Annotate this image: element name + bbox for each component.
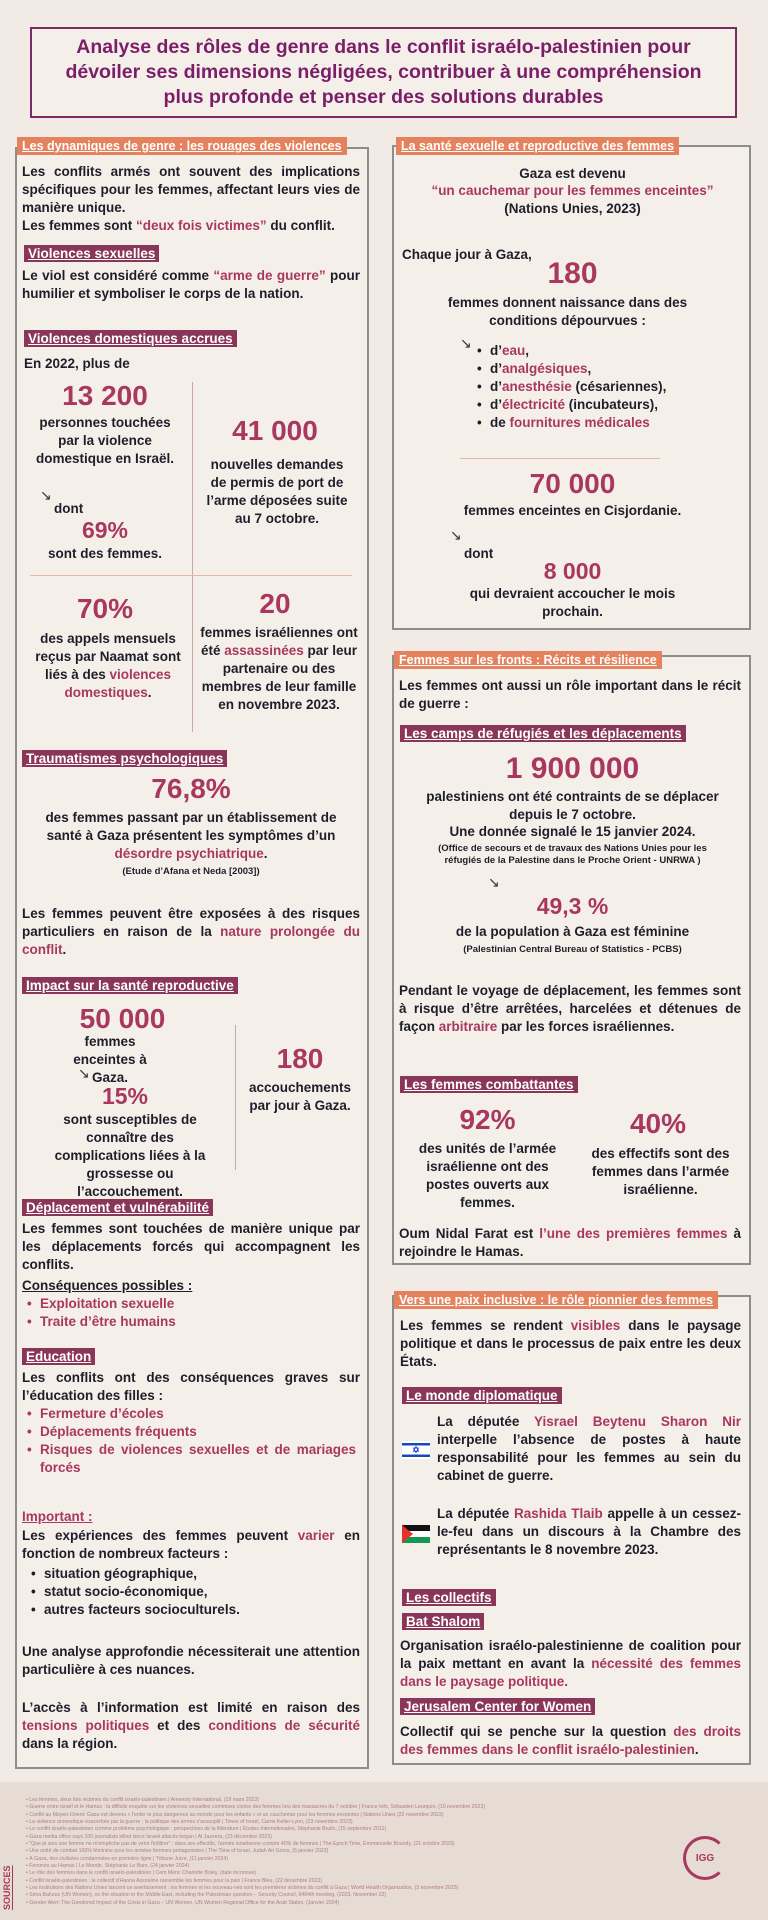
- stat4-text: [198, 624, 360, 714]
- isr-value: 50 000: [79, 1003, 166, 1034]
- source-item: • À Gaza, des civilsées condamnées en première ligne | Tribune Juive, (11 janvier 2024): [26, 1855, 229, 1862]
- dep1-pre: La députée: [437, 1414, 535, 1429]
- vd-divider-h: [30, 575, 352, 576]
- vd-divider-v: [192, 382, 193, 732]
- oum-post: à rejoindre le Hamas.: [399, 1226, 741, 1259]
- peace-pre: Les femmes se rendent: [400, 1318, 571, 1333]
- stat1-text: personnes touchées par la violence domestique en Israël.: [35, 415, 175, 466]
- fronts-intro: Les femmes ont aussi un rôle important dans le récit de guerre :: [399, 678, 741, 711]
- value-70k: 70 000: [529, 468, 616, 499]
- pcbs-source: (Palestinian Central Bureau of Statistics - PCBS): [463, 944, 682, 955]
- left-header: Les dynamiques de genre : les rouages des violences: [17, 137, 347, 155]
- value-92: 92%: [459, 1104, 516, 1135]
- isr2-value: 15%: [101, 1083, 149, 1109]
- peace-hl: visibles: [570, 1318, 621, 1333]
- right2-header: Femmes sur les fronts : Récits et résilience: [394, 651, 662, 669]
- right3-header: Vers une paix inclusive : le rôle pionnier des femmes: [394, 1291, 718, 1309]
- health-divider: [460, 458, 660, 459]
- arrow-icon-2: ↘: [78, 1065, 90, 1081]
- list-item: [474, 396, 744, 414]
- isr2-text: sont susceptibles de connaître des complications liées à la grossesse ou l’accouchement.: [54, 1112, 206, 1199]
- value-1-9m: 1 900 000: [505, 752, 640, 785]
- item-post: (césariennes),: [571, 379, 667, 394]
- list-item: [474, 360, 744, 378]
- tp-risk: [22, 905, 360, 959]
- arrow-icon: ↘: [40, 487, 52, 503]
- title-box: [30, 27, 737, 118]
- item-pre: d’: [490, 397, 502, 412]
- igg-logo: [683, 1836, 727, 1880]
- value-180: 180: [547, 257, 598, 290]
- acc-mid: et des: [149, 1718, 209, 1733]
- intro-text: Les conflits armés ont souvent des implications spécifiques pour les femmes, affectant leurs vies de manière unique.: [22, 164, 360, 215]
- jcw-title: Jerusalem Center for Women: [400, 1698, 595, 1715]
- source-item: • Gaza media office says 100 journalists killed since Israeli attacks began | Al Jazeera, (23 décembre 2023): [26, 1833, 272, 1840]
- camps-title: Les camps de réfugiés et les déplacements: [400, 725, 686, 742]
- source-item: • Conflit au Moyen-Orient: Gaza est devenu « l'enfer le plus dangereux au monde pour les enfants » et un cauchemar pour les femmes enceintes | Nations Unies (22 novembre 2023): [26, 1811, 444, 1818]
- item-pre: de: [490, 415, 510, 430]
- vd-lead: En 2022, plus de: [24, 356, 130, 371]
- oum-text: [399, 1225, 741, 1261]
- stat1-dont: dont: [54, 501, 84, 516]
- dv-text: Les femmes sont touchées de manière unique par les déplacements forcés qui accompagnent les conflits.: [22, 1221, 360, 1272]
- intro-victims-post: du conflit.: [266, 218, 335, 233]
- list-item: • autres facteurs socioculturels.: [28, 1601, 348, 1619]
- stat2-value: 41 000: [232, 415, 318, 446]
- tp-text-main: des femmes passant par un établissement de santé à Gaza présentent les symptômes d’un: [45, 810, 337, 843]
- displaced-text: palestiniens ont été contraints de se déplacer depuis le 7 octobre.: [426, 789, 719, 822]
- date-note: Une donnée signalé le 15 janvier 2024.: [449, 824, 696, 839]
- arrow-icon-4: ↘: [450, 527, 462, 543]
- sources-list: [26, 1797, 676, 1907]
- source-item: • Une unité de combat 100% féminine pour les armées femmes protagonistes | The Time of Israel, Judah Ari Gross, (5 janvier 2022): [26, 1848, 329, 1855]
- bat-pre: Organisation israélo-palestinienne de coalition pour la paix mettant en avant la: [400, 1638, 741, 1671]
- vd-title: Violences domestiques accrues: [24, 330, 237, 347]
- list-item: • Risques de violences sexuelles et de mariages forcés: [24, 1441, 356, 1477]
- acc-pre: L’accès à l’information est limité en raison des: [22, 1700, 360, 1715]
- tp-risk-post: .: [62, 942, 67, 957]
- text-8k: qui devraient accoucher le mois prochain.: [469, 586, 676, 619]
- tp-risk-hl: nature prolongée du conflit: [22, 924, 360, 957]
- tp-value: 76,8%: [151, 773, 231, 804]
- dip-title: Le monde diplomatique: [402, 1387, 562, 1404]
- intro-victims-pre: Les femmes sont: [22, 218, 137, 233]
- list-item: • situation géographique,: [28, 1565, 348, 1583]
- israel-flag-icon: [402, 1441, 430, 1459]
- dv-title: Déplacement et vulnérabilité: [22, 1199, 213, 1216]
- source-item: • Les institutions des Nations Unies lancent un avertissement : les femmes et les nouveau-nés sont les premières victimes du conflit à Gaza | World Health Organization, (3 novembre 2023): [26, 1885, 459, 1892]
- right1-header: La santé sexuelle et reproductive des femmes: [396, 137, 679, 155]
- tp-title: Traumatismes psychologiques: [22, 750, 227, 767]
- voyage-hl: arbitraire: [438, 1019, 498, 1034]
- imp-hl: varier: [297, 1528, 335, 1543]
- jcw-hl: des droits des femmes dans le conflit israélo-palestinien: [400, 1724, 741, 1757]
- edu-title: Education: [22, 1348, 95, 1365]
- list-item: [474, 414, 744, 432]
- item-post: ,: [525, 343, 530, 358]
- acc-hl1: tensions politiques: [22, 1718, 150, 1733]
- oum-pre: Oum Nidal Farat est: [399, 1226, 540, 1241]
- dep2-post: appelle à un cessez-le-feu dans un discours à la Chambre des représentants le 8 novembre 2023.: [437, 1506, 741, 1557]
- tp-dot: .: [263, 846, 268, 861]
- bat-hl: nécessité des femmes dans le paysage politique.: [400, 1656, 741, 1689]
- sv-text: [22, 267, 360, 303]
- dep1-post: interpelle l’absence de postes à haute responsabilité pour les femmes au sein du cabinet de guerre.: [437, 1432, 741, 1483]
- imp-analysis: Une analyse approfondie nécessiterait une attention particulière à ces nuances.: [22, 1644, 360, 1677]
- source-item: • Guerre entre Israël et le Hamas : la difficile enquête sur les violences sexuelles commises contre des femmes lors des massacres du 7 octobre | France Info, Sébastien Leurquin, (19 novembre 2023): [26, 1804, 485, 1811]
- text-92: des unités de l’armée israélienne ont des postes ouverts aux femmes.: [418, 1141, 557, 1210]
- list-item: • Traite d’être humains: [24, 1313, 354, 1331]
- oum-hl: l’une des premières femmes: [539, 1226, 728, 1241]
- item-pre: d’: [490, 379, 502, 394]
- comb-title: Les femmes combattantes: [400, 1076, 578, 1093]
- deprived-list: [474, 342, 744, 432]
- source-item: • Le rôle des femmes dans le conflit israélo-palestinien | Cem Meric Charlotte Boley, (date inconnue): [26, 1870, 256, 1877]
- dep2-pre: La députée: [437, 1506, 514, 1521]
- imp-text: [22, 1527, 360, 1563]
- isr-title: Impact sur la santé reproductive: [22, 977, 238, 994]
- isr3-value: 180: [276, 1043, 324, 1074]
- text-40: des effectifs sont des femmes dans l’armée israélienne.: [591, 1146, 730, 1197]
- value-8k: 8 000: [543, 558, 602, 584]
- voyage-pre: Pendant le voyage de déplacement, les femmes sont à risque d’être arrêtées, harcelées et détenues de façon: [399, 983, 741, 1034]
- edu-text: Les conflits ont des conséquences graves sur l’éducation des filles :: [22, 1370, 360, 1403]
- arrow-icon-3: ↘: [460, 335, 472, 351]
- list-item: • statut socio-économique,: [28, 1583, 348, 1601]
- unrwa-source: (Office de secours et de travaux des Nations Unies pour les réfugiés de la Palestine dans le Proche Orient - UNRWA ): [438, 843, 707, 866]
- coll-title: Les collectifs: [402, 1589, 496, 1606]
- intro-victims: [22, 217, 360, 235]
- stat1b-value: 69%: [81, 517, 129, 543]
- imp-pre: Les expériences des femmes peuvent: [22, 1528, 298, 1543]
- stat3-pre: des appels mensuels reçus par Naamat sont liés à des: [35, 631, 181, 682]
- voyage-text: [399, 982, 741, 1036]
- imp-title: Important :: [22, 1509, 93, 1524]
- dep1-hl: Yisrael Beytenu Sharon Nir: [534, 1414, 741, 1429]
- dv-cons: Conséquences possibles :: [22, 1278, 193, 1293]
- tp-text: [30, 809, 352, 863]
- stat3-text: [28, 630, 188, 702]
- isr3-text: accouchements par jour à Gaza.: [248, 1080, 352, 1113]
- daily-text: Chaque jour à Gaza,: [402, 247, 532, 262]
- quote-b: “un cauchemar pour les femmes enceintes”: [431, 183, 714, 198]
- item-hl: électricité: [502, 397, 566, 412]
- page-title: Analyse des rôles de genre dans le conflit israélo-palestinien pour dévoiler ses dimensions négligées, contribuer à une compréhension plus profonde et penser des solutions durables: [65, 36, 702, 108]
- text-180: femmes donnent naissance dans des conditions dépourvues :: [447, 295, 688, 328]
- left-intro: [22, 163, 360, 235]
- source-item: • Gender Alert: The Gendered Impact of the Crisis in Gaza – UN Women, UN Women Regional Office for the Arab States, (Janvier 2024): [26, 1899, 340, 1906]
- dv-list: [24, 1295, 354, 1331]
- list-item: • Fermeture d’écoles: [24, 1405, 356, 1423]
- source-item: • Femmes au Hamas | Le Monde, Stéphanie Le Bars, (24 janvier 2024): [26, 1863, 190, 1870]
- arrow-icon-5: ↘: [488, 874, 500, 890]
- sv-post: pour humilier et symboliser le corps de la nation.: [22, 268, 360, 301]
- stat4-post: par leur partenaire ou des membres de leur famille en novembre 2023.: [201, 643, 358, 712]
- bat-text: [400, 1637, 741, 1691]
- sources-label: SOURCES: [2, 1865, 12, 1910]
- source-item: • Sima Bahous (UN Women), on the situation in the Middle East, including the Palestinian question – Security Council, 9484th meeting, (2023, November 22): [26, 1892, 387, 1899]
- access-text: [22, 1699, 360, 1753]
- item-post: ,: [587, 361, 592, 376]
- stat4-pre: femmes israéliennes ont été: [200, 625, 358, 658]
- jcw-post: .: [694, 1742, 699, 1757]
- tp-hl: désordre psychiatrique: [114, 846, 264, 861]
- stat1b-text: sont des femmes.: [47, 546, 163, 561]
- peace-post: dans le paysage politique et dans le processus de paix entre les deux États.: [400, 1318, 741, 1369]
- item-hl: anesthésie: [502, 379, 572, 394]
- text-70k: femmes enceintes en Cisjordanie.: [463, 503, 682, 518]
- isr-divider: [235, 1025, 236, 1170]
- acc-hl2: conditions de sécurité: [208, 1718, 360, 1733]
- value-49: 49,3 %: [536, 893, 609, 919]
- item-hl: eau: [502, 343, 526, 358]
- item-pre: d’: [490, 361, 502, 376]
- list-item: • Déplacements fréquents: [24, 1423, 356, 1441]
- logo-text: IGG: [695, 1852, 715, 1864]
- list-item: • Exploitation sexuelle: [24, 1295, 354, 1313]
- voyage-post: par les forces israéliennes.: [497, 1019, 675, 1034]
- stat4-hl: assassinées: [224, 643, 304, 658]
- stat3-post: .: [147, 685, 152, 700]
- imp-list: [28, 1565, 348, 1619]
- source-item: • Les femmes, deux fois victimes du conflit israélo-palestinien | Amnesty International, (19 mars 2023): [26, 1797, 259, 1803]
- source-item: • Le conflit israélo-palestinien comme problème psychologique : perspectives de la littérature | Etudes Internationales, Stéphanie Brulin, (15 septembre 2011): [26, 1826, 387, 1833]
- sv-pre: Le viol est considéré comme: [22, 268, 214, 283]
- source-item: • Conflit israélo-palestinien : le collectif d'Hanna Assouline rassemble les femmes pour la paix | France Bleu, (22 décembre 2023): [26, 1877, 322, 1884]
- quote-source: (Nations Unies, 2023): [504, 201, 641, 216]
- edu-list: [24, 1405, 356, 1477]
- sv-title: Violences sexuelles: [24, 245, 159, 262]
- female-pop: de la population à Gaza est féminine: [455, 924, 690, 939]
- dont-text: dont: [464, 546, 494, 561]
- source-item: • "Que je sois une femme ne m'empêche pas de venir l'infiltrer" : dans ses effectifs, l'armée israélienne compte 40% de femmes | The Epoch Time, Emmanuelle Boundy, (21 octobre 2023): [26, 1841, 455, 1848]
- acc-post: dans la région.: [22, 1736, 118, 1751]
- stat3-hl: violences domestiques: [64, 667, 172, 700]
- item-hl: fournitures médicales: [509, 415, 650, 430]
- tp-source: (Etude d’Afana et Neda [2003]): [122, 866, 260, 877]
- stat3-value: 70%: [76, 593, 134, 624]
- list-item: [474, 378, 744, 396]
- dep2-text: [437, 1505, 741, 1559]
- list-item: [474, 342, 744, 360]
- isr-text: femmes enceintes à Gaza.: [73, 1034, 147, 1085]
- jcw-pre: Collectif qui se penche sur la question: [400, 1724, 674, 1739]
- tp-risk-pre: Les femmes peuvent être exposées à des risques particuliers en raison de la: [22, 906, 360, 939]
- palestine-flag-icon: [402, 1525, 430, 1543]
- quote-a: Gaza est devenu: [519, 166, 626, 181]
- jcw-text: [400, 1723, 741, 1759]
- item-pre: d’: [490, 343, 502, 358]
- dep1-text: [437, 1413, 741, 1485]
- stat2-text: nouvelles demandes de permis de port de l’arme déposées suite au 7 octobre.: [206, 457, 348, 526]
- dep2-hl: Rashida Tlaib: [513, 1506, 603, 1521]
- imp-post: en fonction de nombreux facteurs :: [22, 1528, 360, 1561]
- intro-victims-hl: “deux fois victimes”: [136, 218, 267, 233]
- item-hl: analgésiques: [502, 361, 588, 376]
- stat1-value: 13 200: [62, 380, 148, 411]
- stat4-value: 20: [259, 588, 291, 619]
- item-post: (incubateurs),: [565, 397, 659, 412]
- value-40: 40%: [629, 1108, 687, 1139]
- peace-intro: [400, 1317, 741, 1371]
- source-item: • La violence domestique exacerbée par la guerre ; la politique des armes s'assouplit | Times of Israel, Carrie Keller-Lynn, (23 novembre 2023): [26, 1819, 353, 1826]
- sv-hl: “arme de guerre”: [213, 268, 326, 283]
- bat-title: Bat Shalom: [402, 1613, 484, 1630]
